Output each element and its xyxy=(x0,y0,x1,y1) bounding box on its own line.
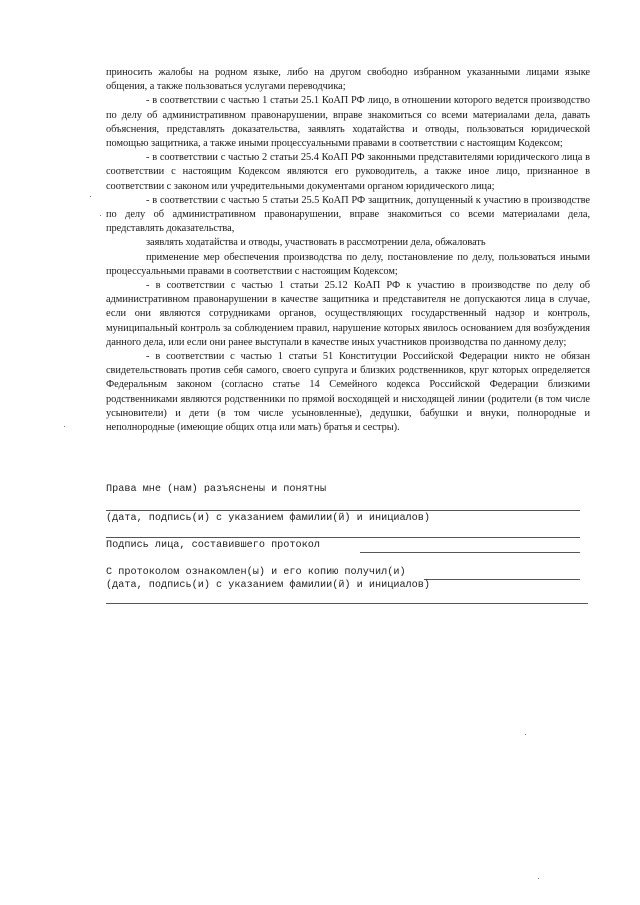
paragraph-native-language: приносить жалобы на родном языке, либо на другом свободно избранном указанными лицами языке общения, а также пользоваться услугами переводчика; xyxy=(106,67,590,93)
signature-line-3[interactable] xyxy=(106,603,588,604)
scan-speck xyxy=(64,426,65,427)
paragraph-article-25-1: - в соответствии с частью 1 статьи 25.1 КоАП РФ лицо, в отношении которого ведется производство по делу об административном правонарушении, вправе знакомиться со всеми материалами дела, давать объяснения, представлять доказательства, заявлять ходатайства и отводы, пользоваться юридической помощью защитника, а также иными процессуальными правами в соответствии с настоящим Кодексом; xyxy=(106,95,590,150)
acquainted-line[interactable] xyxy=(424,579,580,580)
date-sign-hint-2: (дата, подпись(и) с указанием фамилии(й) и инициалов) xyxy=(106,580,431,591)
official-signature-label: Подпись лица, составившего протокол xyxy=(106,540,320,551)
date-sign-hint-1: (дата, подпись(и) с указанием фамилии(й) и инициалов) xyxy=(106,513,431,524)
paragraph-article-25-5-cont: применение мер обеспечения производства по делу, постановление по делу, пользоваться иными процессуальными правами в соответствии с настоящим Кодексом; xyxy=(106,251,590,277)
scan-speck xyxy=(90,196,91,197)
paragraph-constitution-51: - в соответствии с частью 1 статьи 51 Конституции Российской Федерации никто не обязан свидетельствовать против себя самого, своего супруга и близких родственников, круг которых определяется Федеральным законом (согласно статье 14 Семейного кодекса Российской Федерации близкими родственниками являются родственники по прямой восходящей и нисходящей линии (родители (в том числе усыновители) и дети (в том числе усыновленные), дедушки, бабушки и внуки, полнородные и неполнородные (имеющие общих отца или мать) братья и сестры). xyxy=(106,351,590,434)
scan-speck xyxy=(538,878,539,879)
signature-line-2[interactable] xyxy=(106,537,580,538)
paragraph-article-25-12: - в соответствии с частью 1 статьи 25.12 КоАП РФ к участию в производстве по делу об административном правонарушении в качестве защитника и представителя не допускаются лица в случае, если они являются сотрудниками органов, осуществляющих государственный надзор и контроль, муниципальный контроль за соблюдением правил, нарушение которых явилось основанием для возбуждения данного дела, или если они ранее выступали в качестве иных участников производства по данному делу; xyxy=(106,280,590,348)
rights-text-block xyxy=(106,66,590,435)
official-signature-line[interactable] xyxy=(360,552,580,553)
paragraph-article-25-5: - в соответствии с частью 5 статьи 25.5 КоАП РФ защитник, допущенный к участию в производстве по делу об административном правонарушении, вправе знакомиться со всеми материалами дела, представлять доказательства, xyxy=(106,194,590,235)
paragraph-article-25-4: - в соответствии с частью 2 статьи 25.4 КоАП РФ законными представителями юридического лица в соответствии с настоящим Кодексом являются его руководитель, а также иное лицо, признанное в соответствии с законом или учредительными документами органом юридического лица; xyxy=(106,152,590,192)
scan-speck xyxy=(100,215,101,216)
paragraph-article-25-5-line: заявлять ходатайства и отводы, участвовать в рассмотрении дела, обжаловать xyxy=(146,237,486,249)
signature-line-1[interactable] xyxy=(106,510,580,511)
acquainted-label: С протоколом ознакомлен(ы) и его копию получил(и) xyxy=(106,567,406,578)
scan-speck xyxy=(525,734,526,735)
rights-explained-label: Права мне (нам) разъяснены и понятны xyxy=(106,484,327,495)
